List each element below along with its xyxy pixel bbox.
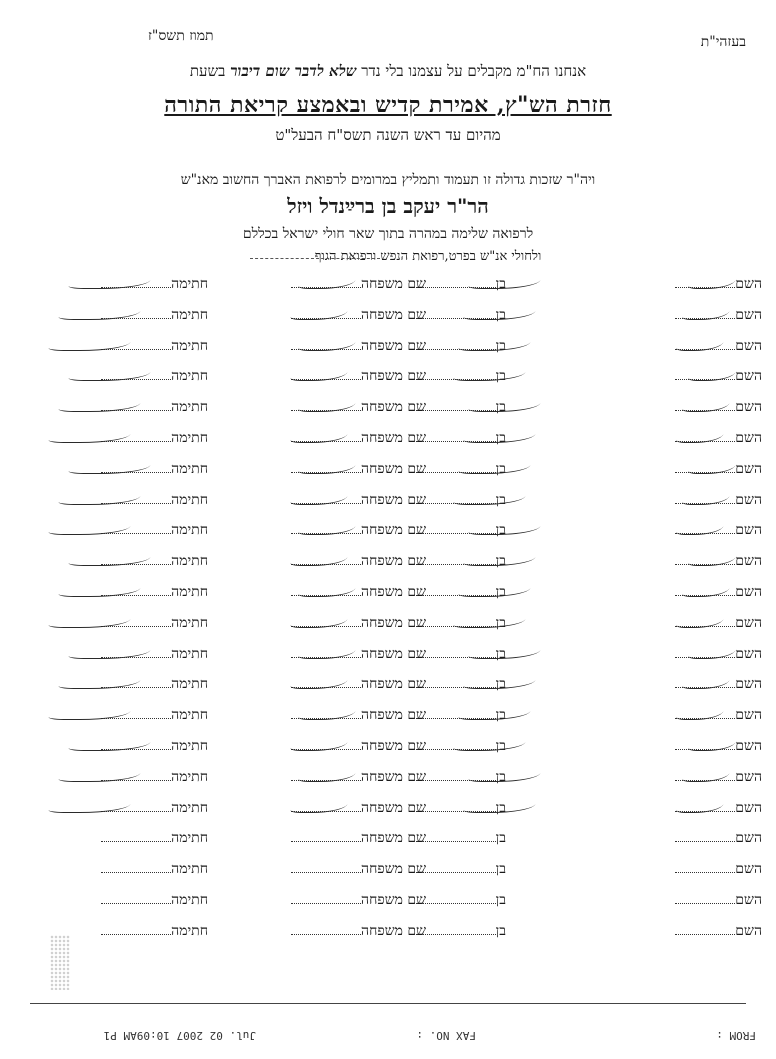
handwritten-father xyxy=(463,551,538,566)
intro-period: מהיום עד ראש השנה תשס"ח הבעל"ט xyxy=(275,126,501,144)
signature-field-label: חתימה xyxy=(171,768,208,785)
handwritten-father xyxy=(453,736,528,751)
handwritten-father xyxy=(468,520,543,535)
father-field-label: בן xyxy=(495,892,506,908)
intro-line-1 xyxy=(0,62,776,81)
father-field xyxy=(416,830,506,847)
family-field-label: שם משפחה xyxy=(361,830,426,847)
intro-dedication: ויה"ר שזכות גדולה זו תעמוד ותמליץ במרומים לרפואת האברך החשוב מאנ"ש xyxy=(180,172,596,188)
intro-headline: חזרת הש"ץ, אמירת קדיש ובאמצע קריאת התורה xyxy=(164,92,612,118)
signature-field-label: חתימה xyxy=(171,276,208,292)
fax-from: FROM : xyxy=(716,1029,756,1042)
father-field-label: בן xyxy=(495,399,506,416)
signature-field-label: חתימה xyxy=(171,799,208,816)
signature-field-blank xyxy=(101,893,171,904)
father-field-blank xyxy=(416,831,496,842)
signature-row xyxy=(0,861,776,891)
name-field-blank xyxy=(675,862,735,873)
father-field-blank xyxy=(416,862,496,873)
family-field-blank xyxy=(291,893,361,904)
handwritten-father xyxy=(463,674,538,689)
name-field xyxy=(675,861,762,878)
signature-row xyxy=(0,276,776,306)
family-field-label: שם משפחה xyxy=(361,399,426,416)
father-field-label: בן xyxy=(495,276,506,292)
father-field-label: בן xyxy=(495,799,506,816)
name-field-label: השם xyxy=(735,799,762,816)
signature-field-label: חתימה xyxy=(171,614,208,631)
name-field-label: השם xyxy=(735,614,762,631)
father-field-label: בן xyxy=(495,645,506,662)
signature-row xyxy=(0,368,776,398)
family-field-label: שם משפחה xyxy=(361,584,426,600)
family-field-label: שם משפחה xyxy=(361,337,426,354)
handwritten-father xyxy=(453,366,528,381)
patient-name: הר"ר יעקב בן ברײַנדל ויזל xyxy=(287,194,489,218)
father-field-label: בן xyxy=(495,460,506,477)
family-field-label: שם משפחה xyxy=(361,276,426,292)
father-field-label: בן xyxy=(495,861,506,878)
handwritten-father xyxy=(453,490,528,505)
father-field-label: בן xyxy=(495,337,506,354)
dashed-rule xyxy=(250,258,380,259)
handwritten-father xyxy=(468,397,543,412)
handwritten-father xyxy=(463,305,538,320)
intro-refuah-2: ולחולי אנ"ש בפרט,רפואת הנפש ורפואת הגוף xyxy=(314,249,542,264)
handwritten-father xyxy=(458,336,533,351)
signature-field-blank xyxy=(101,862,171,873)
signature-row xyxy=(0,522,776,552)
signature-row xyxy=(0,584,776,614)
intro-refuah: לרפואה שלימה במהרה בתוך שאר חולי ישראל בכללם xyxy=(242,226,534,242)
signature-field xyxy=(101,830,208,847)
signature-field-label: חתימה xyxy=(171,306,208,323)
family-field-label: שם משפחה xyxy=(361,491,426,508)
father-field-label: בן xyxy=(495,553,506,570)
handwritten-father xyxy=(458,459,533,474)
signature-field-label: חתימה xyxy=(171,368,208,385)
signature-field-label: חתימה xyxy=(171,645,208,662)
father-field xyxy=(416,923,506,940)
handwritten-father xyxy=(468,274,543,289)
intro-line-1-start: אנחנו הח"מ מקבלים על עצמנו בלי נדר xyxy=(356,62,587,80)
signature-row xyxy=(0,430,776,460)
name-field-label: השם xyxy=(735,645,762,662)
father-field-label: בן xyxy=(495,584,506,600)
name-field-label: השם xyxy=(735,768,762,785)
family-field-blank xyxy=(291,924,361,935)
signature-field-label: חתימה xyxy=(171,491,208,508)
family-field-label: שם משפחה xyxy=(361,799,426,816)
name-field-label: השם xyxy=(735,368,762,385)
family-field-label: שם משפחה xyxy=(361,922,426,939)
signature-row xyxy=(0,707,776,737)
name-field-label: השם xyxy=(735,430,762,446)
family-field-label: שם משפחה xyxy=(361,460,426,477)
signature-field-blank xyxy=(101,924,171,935)
father-field-label: בן xyxy=(495,768,506,785)
father-field-label: בן xyxy=(495,614,506,631)
signature-row xyxy=(0,399,776,429)
signature-row xyxy=(0,338,776,368)
name-field-blank xyxy=(675,924,735,935)
name-field-label: השם xyxy=(735,861,762,878)
name-field-label: השם xyxy=(735,676,762,693)
father-field xyxy=(416,861,506,878)
family-field-label: שם משפחה xyxy=(361,614,426,631)
signature-field-label: חתימה xyxy=(171,553,208,570)
fax-number: FAX NO. : xyxy=(416,1029,476,1042)
handwritten-father xyxy=(468,644,543,659)
intro-line-1-end: בשעת xyxy=(189,62,231,80)
name-field-label: השם xyxy=(735,399,762,416)
fax-noise xyxy=(50,935,70,990)
signature-field-label: חתימה xyxy=(171,460,208,477)
name-field-label: השם xyxy=(735,306,762,323)
father-field xyxy=(416,892,506,909)
family-field-label: שם משפחה xyxy=(361,861,426,878)
signature-row xyxy=(0,307,776,337)
signature-row xyxy=(0,830,776,860)
family-field-label: שם משפחה xyxy=(361,707,426,724)
intro-line-1-bold: שלא לדבר שום דיבור xyxy=(230,62,357,80)
name-field-label: השם xyxy=(735,584,762,600)
signature-field-label: חתימה xyxy=(171,399,208,416)
signature-field-label: חתימה xyxy=(171,584,208,600)
signature-field-label: חתימה xyxy=(171,337,208,354)
bottom-rule xyxy=(30,1003,746,1004)
father-field-label: בן xyxy=(495,922,506,939)
father-field-label: בן xyxy=(495,707,506,724)
father-field-blank xyxy=(416,924,496,935)
family-field-blank xyxy=(291,831,361,842)
family-field-label: שם משפחה xyxy=(361,768,426,785)
name-field xyxy=(675,923,762,940)
signature-field-label: חתימה xyxy=(171,522,208,539)
name-field-label: השם xyxy=(735,337,762,354)
signature-field xyxy=(101,861,208,878)
handwritten-father xyxy=(463,428,538,443)
signature-field xyxy=(101,892,208,909)
signature-field-label: חתימה xyxy=(171,861,208,878)
signature-row xyxy=(0,800,776,830)
father-field-label: בן xyxy=(495,430,506,446)
fax-header-strip xyxy=(0,1024,776,1044)
family-field-label: שם משפחה xyxy=(361,738,426,754)
family-field-label: שם משפחה xyxy=(361,306,426,323)
handwritten-father xyxy=(453,613,528,628)
handwritten-father xyxy=(463,798,538,813)
signature-field-label: חתימה xyxy=(171,892,208,908)
father-field-label: בן xyxy=(495,738,506,754)
signature-field-blank xyxy=(101,831,171,842)
family-field-label: שם משפחה xyxy=(361,430,426,446)
father-field-label: בן xyxy=(495,676,506,693)
name-field-blank xyxy=(675,893,735,904)
father-field-label: בן xyxy=(495,491,506,508)
family-field xyxy=(291,830,426,847)
signature-row xyxy=(0,923,776,953)
signature-field-label: חתימה xyxy=(171,922,208,939)
signature-row xyxy=(0,553,776,583)
family-field xyxy=(291,861,426,878)
name-field-blank xyxy=(675,831,735,842)
name-field-label: השם xyxy=(735,738,762,754)
family-field-label: שם משפחה xyxy=(361,553,426,570)
signature-field-label: חתימה xyxy=(171,676,208,693)
name-field-label: השם xyxy=(735,460,762,477)
besiyata-dishmaya: בעזהי"ת xyxy=(700,34,746,50)
family-field xyxy=(291,923,426,940)
hebrew-date: תמוז תשס"ז xyxy=(148,28,214,44)
name-field-label: השם xyxy=(735,522,762,539)
signature-row xyxy=(0,738,776,768)
name-field xyxy=(675,892,762,909)
handwritten-father xyxy=(468,767,543,782)
father-field-label: בן xyxy=(495,522,506,539)
name-field-label: השם xyxy=(735,892,762,908)
signature-row xyxy=(0,676,776,706)
name-field-label: השם xyxy=(735,276,762,292)
handwritten-father xyxy=(458,705,533,720)
father-field-label: בן xyxy=(495,830,506,847)
name-field-label: השם xyxy=(735,922,762,939)
fax-date: Jul. 02 2007 10:09AM P1 xyxy=(103,1029,256,1042)
signature-field-label: חתימה xyxy=(171,430,208,446)
signature-row xyxy=(0,492,776,522)
name-field-label: השם xyxy=(735,830,762,847)
family-field-blank xyxy=(291,862,361,873)
family-field-label: שם משפחה xyxy=(361,368,426,385)
signature-row xyxy=(0,646,776,676)
signature-field-label: חתימה xyxy=(171,738,208,754)
father-field-label: בן xyxy=(495,368,506,385)
name-field xyxy=(675,830,762,847)
signature-field xyxy=(101,923,208,940)
father-field-blank xyxy=(416,893,496,904)
signature-field-label: חתימה xyxy=(171,830,208,847)
family-field-label: שם משפחה xyxy=(361,892,426,908)
family-field-label: שם משפחה xyxy=(361,676,426,693)
family-field xyxy=(291,892,426,909)
signature-row xyxy=(0,461,776,491)
signature-row xyxy=(0,615,776,645)
signature-row xyxy=(0,892,776,922)
name-field-label: השם xyxy=(735,491,762,508)
family-field-label: שם משפחה xyxy=(361,645,426,662)
family-field-label: שם משפחה xyxy=(361,522,426,539)
signature-row xyxy=(0,769,776,799)
signature-field-label: חתימה xyxy=(171,707,208,724)
handwritten-father xyxy=(458,582,533,597)
name-field-label: השם xyxy=(735,553,762,570)
father-field-label: בן xyxy=(495,306,506,323)
name-field-label: השם xyxy=(735,707,762,724)
